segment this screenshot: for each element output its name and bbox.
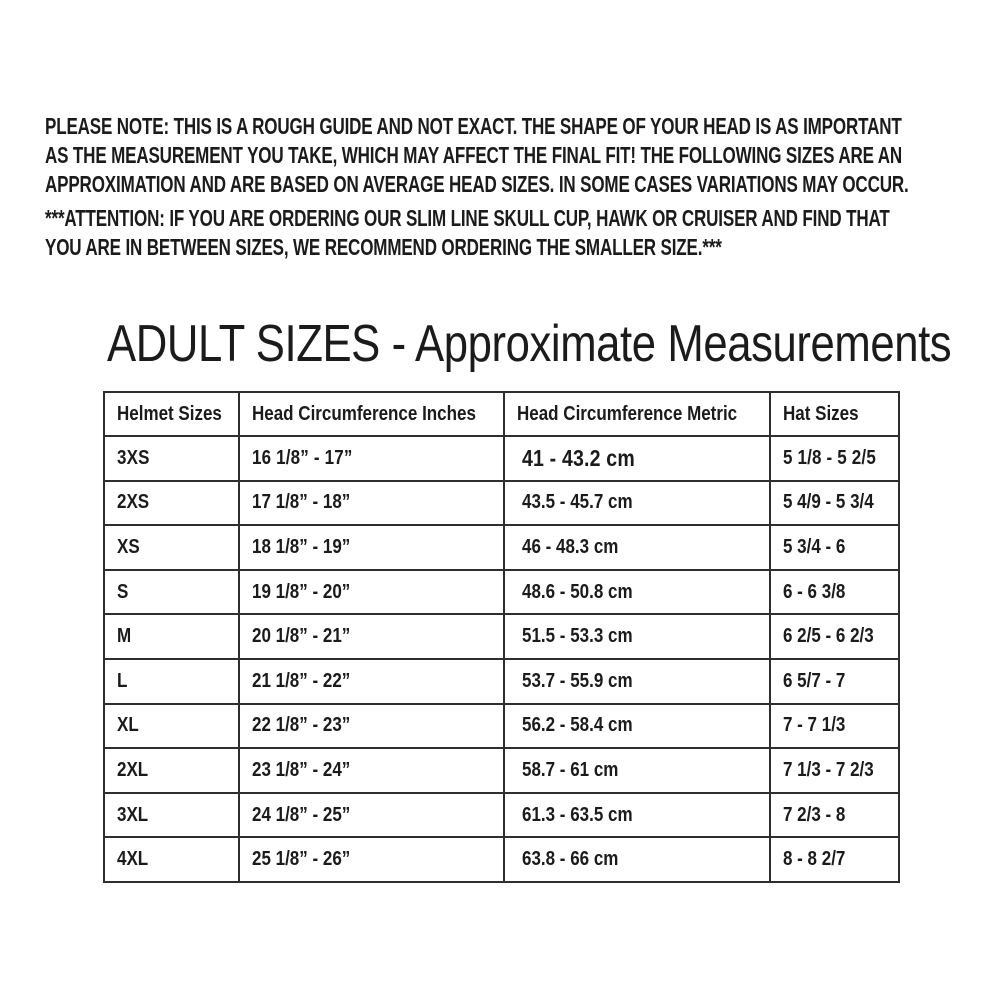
table-cell [770,525,899,570]
table-cell-value: 6 2/5 - 6 2/3 [783,625,874,648]
table-cell-value: 61.3 - 63.5 cm [522,803,633,826]
table-cell-value: 25 1/8” - 26” [252,848,351,871]
table-row [104,436,899,481]
table-cell [239,748,504,793]
table-cell [504,436,770,481]
table-cell-value: XS [117,535,140,558]
table-cell [239,570,504,615]
table-header-row [104,392,899,436]
table-cell-value: M [117,625,132,648]
table-row [104,793,899,838]
table-cell-value: 6 5/7 - 7 [783,669,846,692]
table-cell [504,748,770,793]
table-cell [104,525,239,570]
header-label: Head Circumference Metric [517,402,738,425]
table-cell [504,570,770,615]
table-row [104,481,899,526]
table-cell [239,436,504,481]
table-cell [770,837,899,882]
table-cell [239,525,504,570]
table-cell-value: 56.2 - 58.4 cm [522,714,633,737]
table-cell [104,704,239,749]
table-cell-value: 5 4/9 - 5 3/4 [783,491,874,514]
table-cell-value: 21 1/8” - 22” [252,669,351,692]
table-cell-value: 20 1/8” - 21” [252,625,351,648]
table-cell [770,793,899,838]
table-cell-value: 6 - 6 3/8 [783,580,846,603]
table-cell [504,837,770,882]
table-cell-value: 41 - 43.2 cm [522,444,635,471]
table-cell-value: 63.8 - 66 cm [522,848,619,871]
table-cell [770,704,899,749]
note-line: PLEASE NOTE: THIS IS A ROUGH GUIDE AND NOT EXACT. THE SHAPE OF YOUR HEAD IS AS IMPORTANT [45,113,902,139]
table-cell [239,704,504,749]
table-cell-value: L [117,669,128,692]
table-cell-value: 5 1/8 - 5 2/5 [783,446,876,469]
note-line: ***ATTENTION: IF YOU ARE ORDERING OUR SLIM LINE SKULL CUP, HAWK OR CRUISER AND FIND THAT [45,205,890,231]
table-cell [104,837,239,882]
table-cell-value: 2XL [117,758,149,781]
table-cell-value: 23 1/8” - 24” [252,758,351,781]
page-title: ADULT SIZES - Approximate Measurements [107,315,952,373]
table-row [104,704,899,749]
table-cell-value: 46 - 48.3 cm [522,535,619,558]
table-cell-value: 22 1/8” - 23” [252,714,351,737]
table-cell-value: 24 1/8” - 25” [252,803,351,826]
header-cell-hat-sizes [770,392,899,436]
header-cell-helmet-sizes [104,392,239,436]
note-line: YOU ARE IN BETWEEN SIZES, WE RECOMMEND ORDERING THE SMALLER SIZE.*** [45,234,722,260]
note-line: AS THE MEASUREMENT YOU TAKE, WHICH MAY AFFECT THE FINAL FIT! THE FOLLOWING SIZES ARE AN [45,142,903,168]
table-cell-value: 4XL [117,848,149,871]
table-cell [770,481,899,526]
table-cell-value: 2XS [117,491,150,514]
table-cell-value: 43.5 - 45.7 cm [522,491,633,514]
table-cell [104,614,239,659]
table-cell-value: 53.7 - 55.9 cm [522,669,633,692]
note-paragraph-please-note [45,112,909,199]
table-row [104,614,899,659]
header-label: Hat Sizes [783,402,859,425]
table-row [104,659,899,704]
table-cell-value: 5 3/4 - 6 [783,535,846,558]
table-row [104,748,899,793]
table-row [104,837,899,882]
table-cell [770,748,899,793]
table-cell [770,436,899,481]
note-paragraph-attention [45,204,890,262]
table-cell-value: 51.5 - 53.3 cm [522,625,633,648]
table-cell [504,659,770,704]
table-cell [104,436,239,481]
table-cell-value: 7 - 7 1/3 [783,714,846,737]
table-cell [504,793,770,838]
table-cell [104,748,239,793]
size-table [103,391,900,883]
table-cell [770,570,899,615]
table-cell [504,481,770,526]
table-cell [104,481,239,526]
size-table-body [104,436,899,882]
table-cell-value: 8 - 8 2/7 [783,848,846,871]
table-cell-value: 58.7 - 61 cm [522,758,619,781]
table-cell-value: 19 1/8” - 20” [252,580,351,603]
table-cell [239,837,504,882]
table-cell-value: 16 1/8” - 17” [252,446,353,469]
table-cell [239,614,504,659]
table-cell-value: 18 1/8” - 19” [252,535,351,558]
table-cell-value: 7 1/3 - 7 2/3 [783,758,874,781]
table-cell [104,570,239,615]
table-cell-value: 17 1/8” - 18” [252,491,351,514]
table-cell [104,659,239,704]
table-cell [239,659,504,704]
table-cell-value: 3XS [117,446,150,469]
table-cell-value: 3XL [117,803,149,826]
table-cell-value: S [117,580,129,603]
note-line: APPROXIMATION AND ARE BASED ON AVERAGE HEAD SIZES. IN SOME CASES VARIATIONS MAY OCCUR. [45,171,909,197]
header-label: Helmet Sizes [117,402,222,425]
header-label: Head Circumference Inches [252,402,476,425]
table-row [104,570,899,615]
table-cell-value: XL [117,714,139,737]
table-cell [770,659,899,704]
header-cell-circumference-inches [239,392,504,436]
table-cell [239,793,504,838]
table-cell [104,793,239,838]
table-cell-value: 7 2/3 - 8 [783,803,846,826]
table-cell [504,614,770,659]
header-cell-circumference-metric [504,392,770,436]
table-cell [504,704,770,749]
table-cell [770,614,899,659]
table-row [104,525,899,570]
table-cell [504,525,770,570]
table-cell [239,481,504,526]
table-cell-value: 48.6 - 50.8 cm [522,580,633,603]
